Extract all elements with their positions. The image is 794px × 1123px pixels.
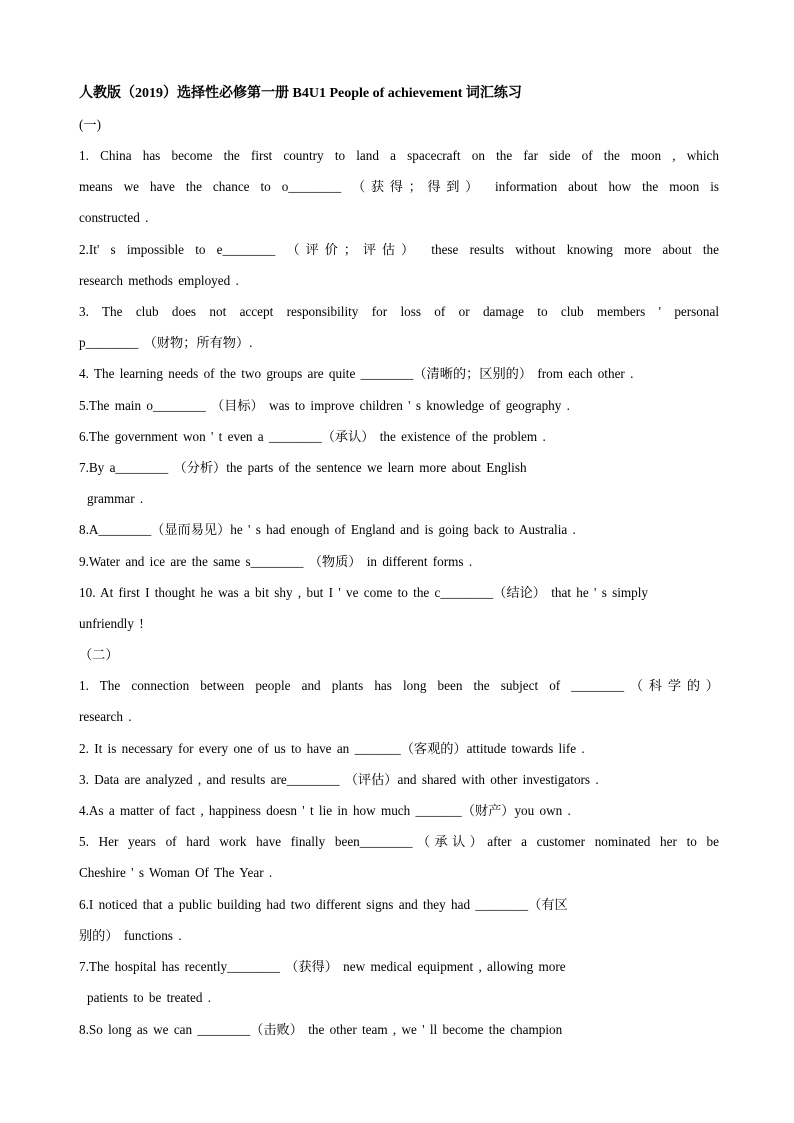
exercise-line: 3. Data are analyzed , and results are________ （评估）and shared with other investigators . — [79, 772, 599, 787]
exercise-line: 4.As a matter of fact , happiness doesn ' t lie in how much _______（财产）you own . — [79, 803, 571, 818]
exercise-line: 8.So long as we can ________（击败） the other team , we ' ll become the champion — [79, 1022, 563, 1037]
exercise-line: 2.It' s impossible to e________ （评价；评估） these results without knowing more about the — [79, 242, 719, 257]
exercise-line: 7.By a________ （分析）the parts of the sentence we learn more about English — [79, 460, 527, 475]
exercise-line: 2. It is necessary for every one of us to have an _______（客观的）attitude towards life . — [79, 741, 585, 756]
exercise-line: patients to be treated . — [87, 990, 212, 1005]
exercise-line: constructed . — [79, 210, 149, 225]
exercise-line: 4. The learning needs of the two groups are quite ________（清晰的；区别的） from each other . — [79, 366, 634, 381]
exercise-line: 9.Water and ice are the same s________ （物质） in different forms . — [79, 554, 473, 569]
section-heading-1: (一) — [79, 117, 101, 132]
exercise-line: research . — [79, 709, 132, 724]
exercise-line: 6.The government won ' t even a ________（承认） the existence of the problem . — [79, 429, 546, 444]
exercise-line: 5. Her years of hard work have finally been________（承认）after a customer nominated her to be — [79, 834, 719, 849]
exercise-line: Cheshire ' s Woman Of The Year . — [79, 865, 273, 880]
exercise-line: 8.A________（显而易见）he ' s had enough of England and is going back to Australia . — [79, 522, 576, 537]
exercise-line: 10. At first I thought he was a bit shy , but I ' ve come to the c________（结论） that he ' s simply — [79, 585, 649, 600]
exercise-line: 1. The connection between people and plants has long been the subject of ________（科学的） — [79, 678, 719, 693]
exercise-line: 5.The main o________ （目标） was to improve children ' s knowledge of geography . — [79, 398, 570, 413]
section-heading-2: （二） — [79, 647, 119, 662]
exercise-line: p________ （财物；所有物）. — [79, 335, 253, 350]
exercise-line: 别的） functions . — [79, 928, 182, 943]
worksheet-title: 人教版（2019）选择性必修第一册 B4U1 People of achievement 词汇练习 — [79, 86, 522, 101]
exercise-line: grammar . — [87, 491, 144, 506]
exercise-line: means we have the chance to o________ （获得；得到） information about how the moon is — [79, 179, 719, 194]
exercise-line: research methods employed . — [79, 273, 239, 288]
exercise-line: 3. The club does not accept responsibility for loss of or damage to club members ' personal — [79, 304, 719, 319]
exercise-line: 6.I noticed that a public building had two different signs and they had ________（有区 — [79, 897, 568, 912]
exercise-line: 7.The hospital has recently________ （获得） new medical equipment , allowing more — [79, 959, 566, 974]
exercise-line: 1. China has become the first country to land a spacecraft on the far side of the moon , which — [79, 148, 719, 163]
exercise-line: unfriendly ! — [79, 616, 144, 631]
